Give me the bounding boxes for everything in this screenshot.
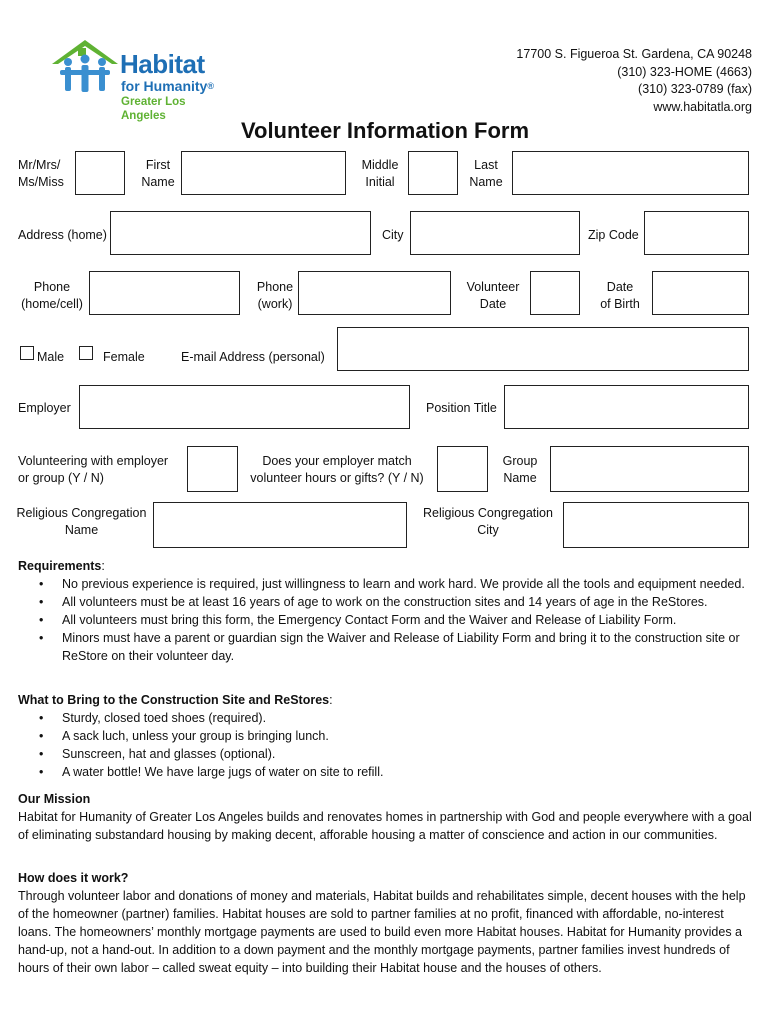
phone-work-label-line1: Phone — [256, 280, 294, 294]
logo-sub-text: for Humanity — [121, 78, 208, 94]
mission-text: Habitat for Humanity of Greater Los Angeles builds and renovates homes in partnership with God and people everywhere with a goal of eliminating substandard housing by making decent, afforable housing a matter of conscience and action in our communities. — [18, 810, 752, 842]
email-label: E-mail Address (personal) — [181, 350, 325, 364]
position-title-label: Position Title — [426, 401, 497, 415]
volunteering-with-employer-label-line2: or group (Y / N) — [18, 471, 104, 485]
requirements-heading-text: Requirements — [18, 559, 102, 573]
how-it-works-heading: How does it work? — [18, 871, 129, 885]
last-name-label-line1: Last — [474, 158, 498, 172]
list-item: • All volunteers must be at least 16 years of age to work on the construction sites and 14 years of age in the ReStores. — [62, 593, 752, 611]
address-block — [452, 46, 752, 116]
requirements-heading — [18, 557, 752, 575]
mission-heading: Our Mission — [18, 792, 91, 806]
volunteer-date-field[interactable] — [530, 271, 580, 315]
how-it-works-text: Through volunteer labor and donations of money and materials, Habitat builds and rehabilitates simple, decent houses with the help of the homeowner (partner) families. Habitat houses are sold to partner families at no profit, financed with affordable, no-interest loans. The homeowners’ monthly mortgage payments are used to build even more Habitat houses. Habitat for Humanity provides a hand-up, not a hand-out. In addition to a down payment and the monthly mortgage payments, partner families invest hundreds of hours of their own labor – called sweat equity – into building their Habitat house and the houses of others. — [18, 889, 746, 975]
logo-name: Habitat — [120, 49, 205, 79]
habitat-logo — [50, 38, 225, 122]
volunteer-date-label — [460, 279, 526, 313]
logo-sub — [121, 78, 214, 94]
city-label: City — [382, 228, 404, 242]
position-title-field[interactable] — [504, 385, 749, 429]
religious-congregation-name-label — [14, 505, 149, 539]
salutation-label — [18, 157, 64, 191]
address-street: 17700 S. Figueroa St. Gardena, CA 90248 — [516, 47, 752, 61]
list-item: • No previous experience is required, just willingness to learn and work hard. We provide all the tools and equipment needed. — [62, 575, 752, 593]
religious-congregation-city-label-line2: City — [477, 523, 499, 537]
last-name-label-line2: Name — [469, 175, 503, 189]
how-it-works-section — [18, 869, 752, 977]
list-item: • A sack luch, unless your group is bringing lunch. — [62, 727, 752, 745]
volunteer-date-label-line2: Date — [479, 297, 507, 311]
requirements-section — [18, 557, 752, 665]
what-to-bring-section — [18, 691, 752, 781]
female-checkbox[interactable] — [79, 346, 93, 360]
list-item: • Minors must have a parent or guardian sign the Waiver and Release of Liability Form and bring it to the construction site or ReStore on their volunteer day. — [62, 629, 752, 665]
house-people-icon — [50, 38, 120, 98]
last-name-field[interactable] — [512, 151, 749, 195]
email-field[interactable] — [337, 327, 749, 371]
list-item: • Sunscreen, hat and glasses (optional). — [62, 745, 752, 763]
date-of-birth-field[interactable] — [652, 271, 749, 315]
male-checkbox[interactable] — [20, 346, 34, 360]
salutation-label-line2: Ms/Miss — [18, 175, 64, 189]
phone-work-label — [250, 279, 300, 313]
last-name-label — [464, 157, 508, 191]
phone-work-field[interactable] — [298, 271, 451, 315]
employer-match-label-line1: Does your employer match — [262, 454, 412, 468]
middle-initial-label — [352, 157, 408, 191]
middle-initial-label-line1: Middle — [361, 158, 399, 172]
employer-field[interactable] — [79, 385, 410, 429]
logo-region: Greater Los Angeles — [121, 96, 186, 122]
address-field[interactable] — [110, 211, 371, 255]
address-label: Address (home) — [18, 228, 107, 242]
employer-label: Employer — [18, 401, 71, 415]
list-item: • Sturdy, closed toed shoes (required). — [62, 709, 752, 727]
what-to-bring-heading — [18, 691, 752, 709]
phone-home-field[interactable] — [89, 271, 240, 315]
city-field[interactable] — [410, 211, 580, 255]
employer-match-label — [243, 453, 431, 487]
religious-congregation-city-label — [418, 505, 558, 539]
religious-congregation-city-label-line1: Religious Congregation — [423, 506, 553, 520]
requirements-colon: : — [101, 559, 105, 573]
middle-initial-label-line2: Initial — [365, 175, 395, 189]
first-name-label-line1: First — [145, 158, 171, 172]
group-name-label-line1: Group — [502, 454, 538, 468]
salutation-field[interactable] — [75, 151, 125, 195]
zip-code-label: Zip Code — [588, 228, 639, 242]
female-label: Female — [103, 350, 145, 364]
date-of-birth-label-line1: Date — [606, 280, 634, 294]
first-name-label-line2: Name — [141, 175, 175, 189]
male-label: Male — [37, 350, 65, 364]
address-phone: (310) 323-HOME (4663) — [617, 64, 752, 79]
what-to-bring-heading-text: What to Bring to the Construction Site and ReStores — [18, 693, 330, 707]
first-name-field[interactable] — [181, 151, 346, 195]
what-to-bring-colon: : — [329, 693, 333, 707]
phone-home-label — [14, 279, 90, 313]
religious-congregation-city-field[interactable] — [563, 502, 749, 548]
group-name-label — [496, 453, 544, 487]
middle-initial-field[interactable] — [408, 151, 458, 195]
address-fax: (310) 323-0789 (fax) — [638, 82, 752, 96]
requirements-list — [18, 575, 752, 665]
date-of-birth-label-line2: of Birth — [600, 297, 640, 311]
volunteer-date-label-line1: Volunteer — [466, 280, 520, 294]
mission-section — [18, 790, 752, 844]
volunteering-with-employer-label-line1: Volunteering with employer — [18, 454, 169, 468]
group-name-label-line2: Name — [503, 471, 537, 485]
employer-match-label-line2: volunteer hours or gifts? (Y / N) — [250, 471, 424, 485]
list-item: • A water bottle! We have large jugs of water on site to refill. — [62, 763, 752, 781]
phone-home-label-line1: Phone — [33, 280, 71, 294]
religious-congregation-name-label-line1: Religious Congregation — [16, 506, 147, 520]
form-title: Volunteer Information Form — [240, 118, 530, 143]
group-name-field[interactable] — [550, 446, 749, 492]
phone-home-label-line2: (home/cell) — [21, 297, 83, 311]
volunteering-with-employer-label — [18, 453, 168, 487]
religious-congregation-name-label-line2: Name — [64, 523, 99, 537]
zip-code-field[interactable] — [644, 211, 749, 255]
salutation-label-line1: Mr/Mrs/ — [18, 158, 61, 172]
list-item: • All volunteers must bring this form, the Emergency Contact Form and the Waiver and Release of Liability Form. — [62, 611, 752, 629]
phone-work-label-line2: (work) — [257, 297, 293, 311]
date-of-birth-label — [594, 279, 646, 313]
first-name-label — [138, 157, 178, 191]
employer-match-field[interactable] — [437, 446, 488, 492]
volunteering-with-employer-field[interactable] — [187, 446, 238, 492]
what-to-bring-list — [18, 709, 752, 781]
religious-congregation-name-field[interactable] — [153, 502, 407, 548]
logo-reg: ® — [207, 81, 214, 91]
address-web: www.habitatla.org — [653, 99, 752, 114]
